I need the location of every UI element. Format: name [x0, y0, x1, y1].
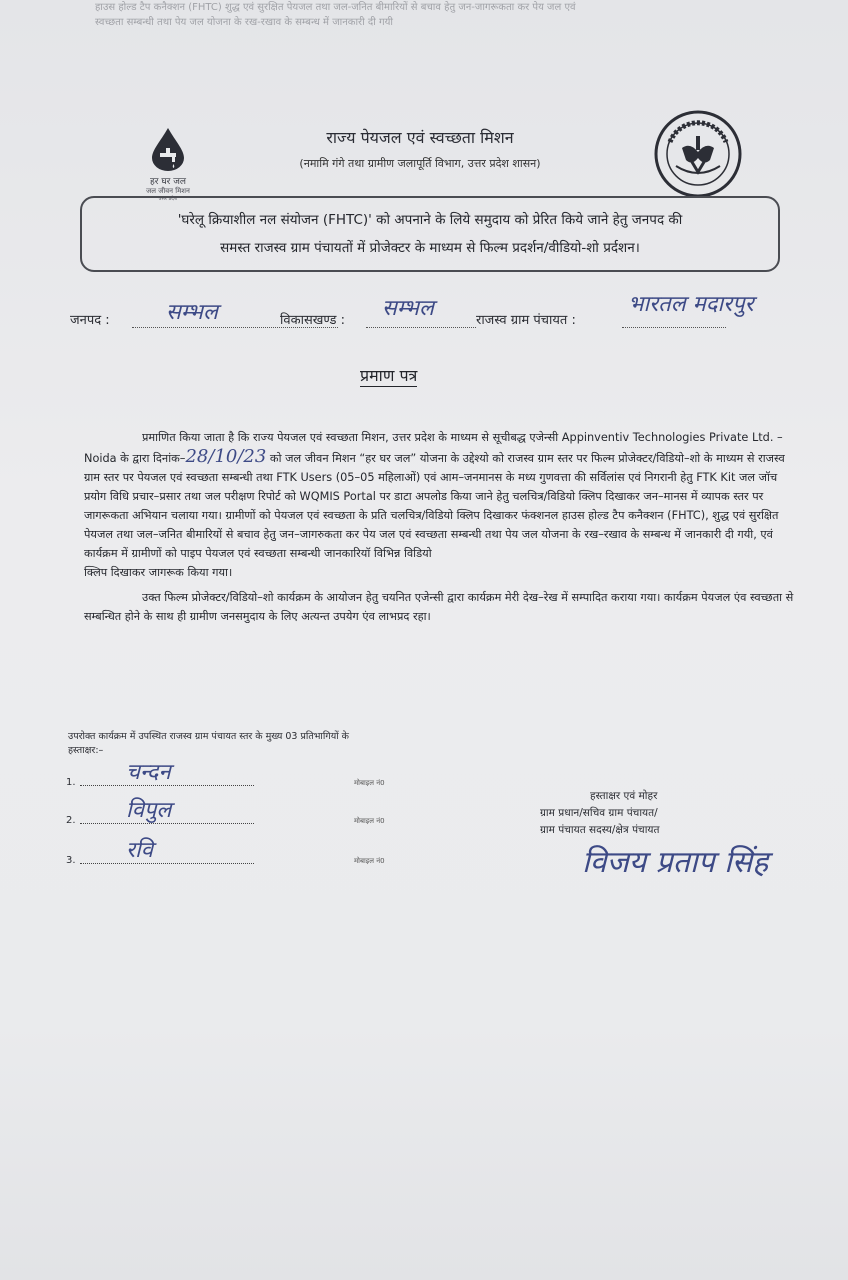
participant-signature: चन्दन: [126, 760, 171, 785]
paragraph-2: उक्त फिल्म प्रोजेक्टर/विडियो–शो कार्यक्रम के आयोजन हेतु चयनित एजेन्सी द्वारा कार्यक्रम मेरी देख–रेख में सम्पादित कराया गया। कार्यक्रम पेयजल एंव स्वच्छता से सम्बन्धित होने के साथ ही ग्रामीण जनसमुदाय के लिए अत्यन्त उपयेग एंव लाभप्रद रहा।: [84, 591, 794, 623]
up-govt-seal: [652, 108, 744, 204]
har-ghar-jal-logo: [128, 126, 208, 202]
mobile-label: मोबाइल नं0: [354, 817, 385, 825]
banner-line-1: 'घरेलू क्रियाशील नल संयोजन (FHTC)' को अपनाने के लिये समुदाय को प्रेरित किये जाने हेतु जनपद की: [177, 212, 683, 228]
janpad-value: सम्भल: [166, 300, 218, 325]
pradhan-signature: विजय प्रताप सिंह: [582, 845, 769, 880]
up-emblem-icon: [652, 108, 744, 200]
participant-signature: विपुल: [126, 798, 172, 823]
mission-title: राज्य पेयजल एवं स्वच्छता मिशन: [326, 128, 514, 147]
logo-line-2: जल जीवन मिशन: [146, 187, 190, 195]
logo-line-1: हर घर जल: [150, 177, 186, 187]
participant-2: [66, 798, 486, 828]
participant-3: [66, 838, 486, 868]
signatory-line-3: ग्राम पंचायत सदस्य/क्षेत्र पंचायत: [540, 824, 660, 836]
certificate-title: प्रमाण पत्र: [360, 366, 418, 385]
mobile-label: मोबाइल नं0: [354, 857, 385, 865]
block-value: सम्भल: [382, 296, 434, 321]
participants-note-line-2: हस्ताक्षर:–: [68, 745, 104, 756]
paragraph-1: [84, 428, 802, 563]
gp-label: राजस्व ग्राम पंचायत :: [476, 313, 576, 328]
event-date: 28/10/23: [185, 446, 267, 467]
participants-note: [68, 730, 349, 758]
paragraph-1-part-b: को जल जीवन मिशन “हर घर जल” योजना के उद्देश्यो को राजस्व ग्राम स्तर पर फिल्म प्रोजेक्टर/विडियो–शो के माध्यम से राजस्व ग्राम स्तर पर पेयजल एवं स्वच्छता सम्बन्धी तथा FTK Users (05–05 महिलाओं) एवं आम–जनमानस के मध्य गुणवत्ता की सर्विलांस एवं निगरानी हेतु FTK Kit जल जॉच प्रयोग विधि प्रचार–प्रसार तथा जल परीक्षण रिपोर्ट को WQMIS Portal पर डाटा अपलोड किया जाने हेतु चलचित्र/विडियो क्लिप दिखाकर जन–मानस में व्यापक स्तर पर जागरूकता अभियान चलाया गया। ग्रामीणों को पेयजल एवं स्वच्छता के प्रति चलचित्र/विडियो क्लिप दिखाकर फंक्शनल हाउस होल्ड टैप कनैक्शन (FHTC), शुद्ध एवं सुरक्षित पेयजल तथा जल–जनित बीमारियों से बचाव हेतु जन–जागरुकता कर पेय जल एवं स्वच्छता सम्बन्धी तथा पेय जल योजना के रख–रखाव के सम्बन्ध में जानकारी दी गयी, एवं कार्यक्रम में ग्रामीणों को पाइप पेयजल एवं स्वच्छता सम्बन्धी जानकारियॉ विभिन्न विडियो: [84, 452, 785, 560]
scheme-banner: [80, 196, 780, 272]
certificate-body: [84, 428, 802, 626]
participant-number: 3.: [66, 855, 76, 866]
signature-dotted-line: [80, 863, 254, 864]
mobile-label: मोबाइल नं0: [354, 779, 385, 787]
bleed-line-2: स्वच्छता सम्बन्धी तथा पेय जल योजना के रख-रखाव के सम्बन्ध में जानकारी दी गयी: [95, 17, 394, 28]
bleed-through-text: [95, 0, 795, 30]
bleed-line-1: हाउस होल्ड टैप कनैक्शन (FHTC) शुद्ध एवं सुरक्षित पेयजल तथा जल-जनित बीमारियों से बचाव हेतु जन-जागरूकता कर पेय जल एवं: [95, 2, 576, 13]
water-drop-tap-icon: [148, 126, 188, 172]
block-dotted-line: [366, 326, 476, 328]
logo-line-3: उत्तर प्रदेश: [158, 196, 178, 202]
banner-line-2: समस्त राजस्व ग्राम पंचायतों में प्रोजेक्टर के माध्यम से फिल्म प्रदर्शन/वीडियो-शो प्रर्दशन।: [220, 240, 640, 256]
signatory-block: [540, 788, 660, 839]
signatory-line-1: हस्ताक्षर एवं मोहर: [590, 790, 658, 802]
janpad-label: जनपद :: [70, 313, 110, 328]
paragraph-1-part-c: क्लिप दिखाकर जागरूक किया गया।: [84, 566, 233, 579]
gp-dotted-line: [622, 326, 726, 328]
participant-number: 1.: [66, 777, 76, 788]
paragraph-1-part-a: प्रमाणित किया जाता है कि राज्य पेयजल एवं स्वच्छता मिशन, उत्तर प्रदेश के माध्यम से सूचीबद्ध एजेन्सी Appinventiv Technologies Private Ltd. – Noida के द्वारा दिनांक–: [84, 431, 783, 465]
participants-note-line-1: उपरोक्त कार्यक्रम में उपस्थित राजस्व ग्राम पंचायत स्तर के मुख्य 03 प्रतिभागियों के: [68, 731, 349, 742]
gp-value: भारतल मदारपुर: [628, 292, 754, 317]
location-fields: [70, 292, 830, 334]
block-label: विकासखण्ड :: [280, 313, 346, 328]
mission-subtitle: (नमामि गंगे तथा ग्रामीण जलापूर्ति विभाग, उत्तर प्रदेश शासन): [299, 157, 541, 170]
signatory-line-2: ग्राम प्रधान/सचिव ग्राम पंचायत/: [540, 807, 658, 819]
participant-signature: रवि: [126, 838, 153, 863]
participant-1: [66, 760, 486, 790]
participant-number: 2.: [66, 815, 76, 826]
